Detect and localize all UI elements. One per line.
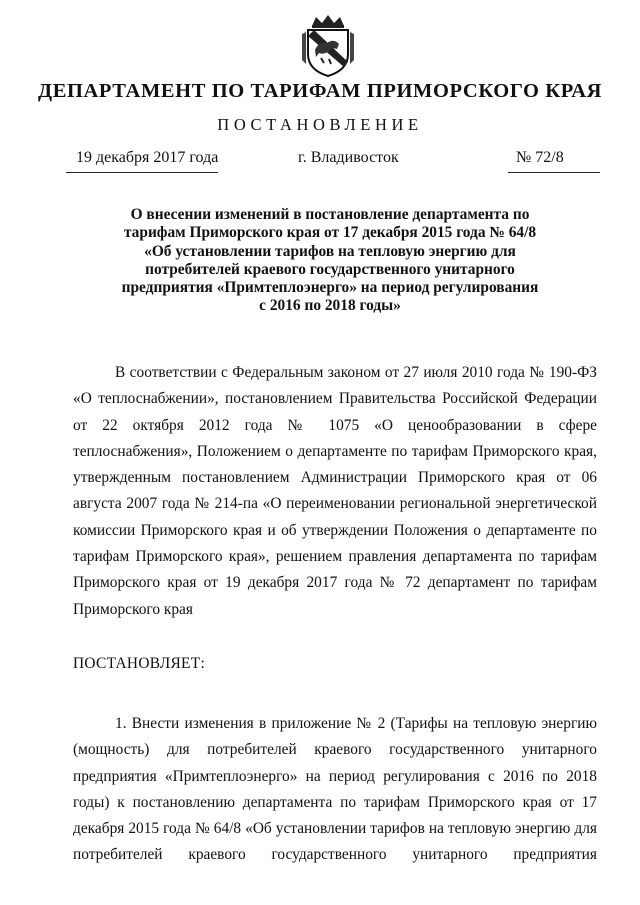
document-type: ПОСТАНОВЛЕНИЕ	[217, 115, 423, 134]
document-city: г. Владивосток	[298, 149, 399, 166]
department-title: ДЕПАРТАМЕНТ ПО ТАРИФАМ ПРИМОРСКОГО КРАЯ	[37, 80, 603, 102]
decree-word: ПОСТАНОВЛЯЕТ:	[73, 655, 206, 672]
date-underline	[66, 172, 218, 173]
document-date: 19 декабря 2017 года	[76, 149, 219, 166]
document-subject: О внесении изменений в постановление департамента по тарифам Приморского края от 17 декабря 2015 года № 64/8 «Об установлении тарифов на тепловую энергию для потребителей краевого государственного унитарного предприятия «Примтеплоэнерго» на период регулирования с 2016 по 2018 годы»	[121, 206, 539, 315]
coat-of-arms-icon	[294, 14, 362, 78]
preamble-paragraph: В соответствии с Федеральным законом от 27 июля 2010 года № 190-ФЗ «О теплоснабжении», постановлением Правительства Российской Федерации от 22 октября 2012 года № 1075 «О ценообразовании в сфере теплоснабжения», Положением о департаменте по тарифам Приморского края, утвержденным постановлением Администрации Приморского края от 06 августа 2007 года № 214-па «О переименовании региональной энергетической комиссии Приморского края и об утверждении Положения о департаменте по тарифам Приморского края», решением правления департамента по тарифам Приморского края от 19 декабря 2017 года № 72 департамент по тарифам Приморского края	[73, 364, 597, 618]
document-number: № 72/8	[516, 149, 564, 166]
clause-1-paragraph: 1. Внести изменения в приложение № 2 (Тарифы на тепловую энергию (мощность) для потребителей краевого государственного унитарного предприятия «Примтеплоэнерго» на период регулирования с 2016 по 2018 годы) к постановлению департамента по тарифам Приморского края от 17 декабря 2015 года № 64/8 «Об установлении тарифов на тепловую энергию для потребителей краевого государственного унитарного предприятия	[73, 715, 597, 864]
number-underline	[508, 172, 600, 173]
